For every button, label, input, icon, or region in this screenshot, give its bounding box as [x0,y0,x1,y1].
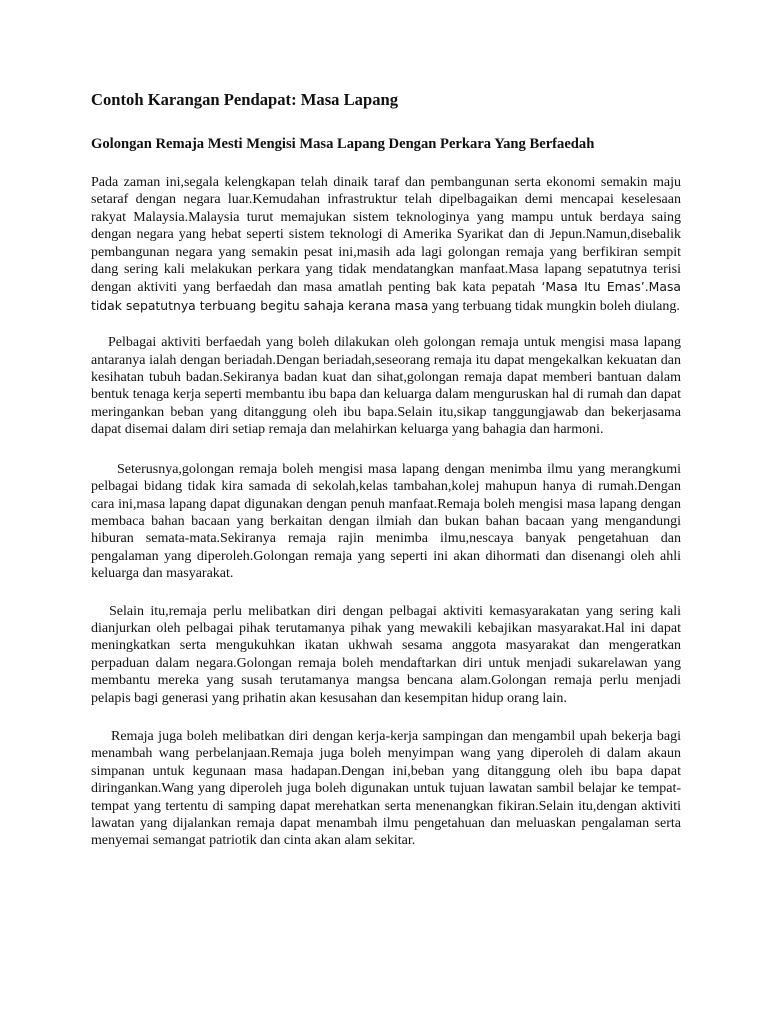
paragraph-intro [91,174,681,315]
paragraph-intro-text: Pada zaman ini,segala kelengkapan telah dinaik taraf dan pembangunan serta ekonomi semakin maju setaraf dengan negara luar.Kemudahan infrastruktur telah dipelbagaikan demi mencapai keselesaan rakyat Malaysia.Malaysia turut memajukan sistem teknologinya yang mampu untuk berdaya saing dengan negara yang hebat seperti sistem teknologi di Amerika Syarikat dan di Jepun.Namun,disebalik pembangunan negara yang semakin pesat ini,masih ada lagi golongan remaja yang berfikiran sempit dang sering kali melakukan perkara yang tidak mendatangkan manfaat.Masa lapang sepatutnya terisi dengan aktiviti yang berfaedah dan masa amatlah penting bak kata pepatah [91,175,681,296]
document-title: Contoh Karangan Pendapat: Masa Lapang [91,90,399,109]
paragraph-kemasyarakatan: Selain itu,remaja perlu melibatkan diri dengan pelbagai aktiviti kemasyarakatan yang sering kali dianjurkan oleh pelbagai pihak terutamanya pihak yang mewakili kebajikan masyarakat.Hal ini dapat meningkatkan serta mengukuhkan ikatan ukhwah sesama anggota masyarakat dan mengeratkan perpaduan dalam negara.Golongan remaja boleh mendaftarkan diri untuk menjadi sukarelawan yang membantu mereka yang susah terutamanya mangsa bencana alam.Golongan remaja perlu menjadi pelapis bagi generasi yang prihatin akan kesusahan dan kesempitan hidup orang lain. [91,603,681,706]
document-page [91,88,681,850]
paragraph-menimba-ilmu: Seterusnya,golongan remaja boleh mengisi masa lapang dengan menimba ilmu yang merangkumi pelbagai bidang tidak kira samada di sekolah,kelas tambahan,kolej mahupun hanya di rumah.Dengan cara ini,masa lapang dapat digunakan dengan penuh manfaat.Remaja boleh mengisi masa lapang dengan membaca bahan bacaan yang berkaitan dengan ilmiah dan bukan bahan bacaan yang mengandungi hiburan semata-mata.Sekiranya remaja rajin menimba ilmu,nescaya banyak pengetahuan dan pengalaman yang diperoleh.Golongan remaja yang seperti ini akan dihormati dan disenangi oleh ahli keluarga dan masyarakat. [91,461,681,582]
paragraph-kerja-sampingan: Remaja juga boleh melibatkan diri dengan kerja-kerja sampingan dan mengambil upah bekerja bagi menambah wang perbelanjaan.Remaja juga boleh menyimpan wang yang diperoleh di dalam akaun simpanan untuk kegunaan masa hadapan.Dengan ini,beban yang ditanggung oleh ibu bapa dapat diringankan.Wang yang diperoleh juga boleh digunakan untuk tujuan lawatan sambil belajar ke tempat-tempat yang tertentu di samping dapat merehatkan serta menenangkan fikiran.Selain itu,dengan aktiviti lawatan yang dijalankan remaja dapat menambah ilmu pengetahuan dan meluaskan pengalaman serta menyemai semangat patriotik dan cinta akan alam sekitar. [91,728,681,849]
paragraph-intro-tail-text: yang terbuang tidak mungkin boleh diulang. [428,298,680,314]
paragraph-riadah: Pelbagai aktiviti berfaedah yang boleh dilakukan oleh golongan remaja untuk mengisi masa lapang antaranya ialah dengan beriadah.Dengan beriadah,seseorang remaja itu dapat mengekalkan kekuatan dan kesihatan tubuh badan.Sekiranya badan kuat dan sihat,golongan remaja dapat memberi bantuan dalam bentuk tenaga kerja seperti membantu ibu bapa dan keluarga dalam menguruskan hal di rumah dan dapat meringankan beban yang ditanggung oleh ibu bapa.Selain itu,sikap tanggungjawab dan bekerjasama dapat disemai dalam diri setiap remaja dan melahirkan keluarga yang bahagia dan harmoni. [91,335,681,438]
paragraph-intro-alt-font-text: ‘Masa Itu Emas’.Masa tidak sepatutnya terbuang begitu sahaja kerana masa [91,279,681,313]
document-subtitle: Golongan Remaja Mesti Mengisi Masa Lapang Dengan Perkara Yang Berfaedah [91,136,595,152]
